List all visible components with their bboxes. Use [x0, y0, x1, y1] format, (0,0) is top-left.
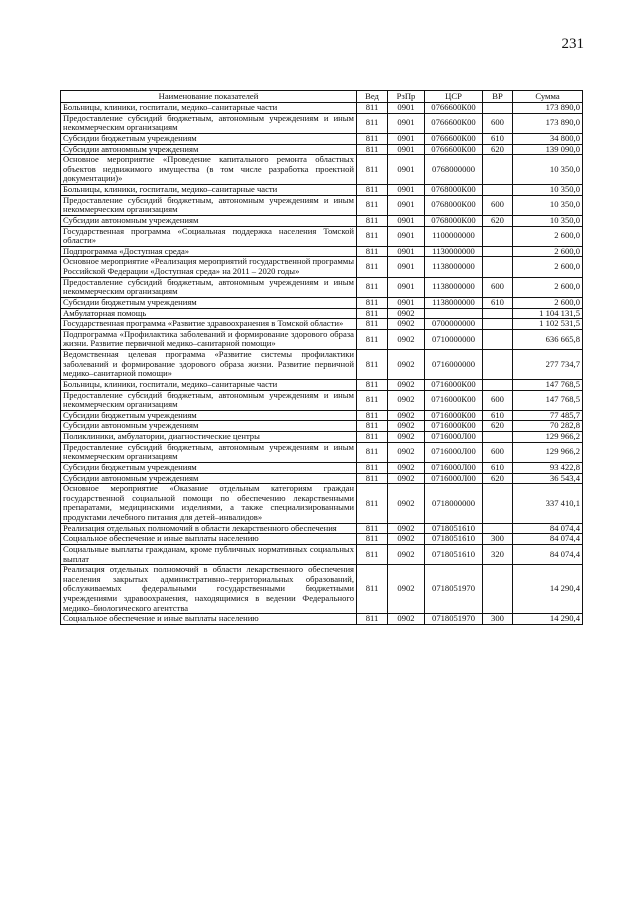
cell-sum: 93 422,8 — [513, 462, 583, 473]
cell-name: Социальное обеспечение и иные выплаты населению — [61, 534, 357, 545]
cell-vr: 300 — [483, 534, 513, 545]
cell-ved: 811 — [357, 226, 388, 246]
cell-rzpr: 0902 — [388, 319, 425, 330]
cell-name: Подпрограмма «Профилактика заболеваний и формирование здорового образа жизни. Развитие первичной медико–санитарной помощи» — [61, 329, 357, 349]
cell-sum: 139 090,0 — [513, 144, 583, 155]
cell-vr: 600 — [483, 113, 513, 133]
table-row — [61, 257, 583, 277]
table-row — [61, 614, 583, 625]
cell-name: Поликлиники, амбулатории, диагностические центры — [61, 432, 357, 443]
cell-ved: 811 — [357, 329, 388, 349]
cell-ved: 811 — [357, 421, 388, 432]
cell-csr: 0766600К00 — [425, 133, 483, 144]
table-row — [61, 544, 583, 564]
cell-name: Больницы, клиники, госпитали, медико–санитарные части — [61, 103, 357, 114]
cell-rzpr: 0902 — [388, 308, 425, 319]
table-row — [61, 442, 583, 462]
cell-ved: 811 — [357, 565, 388, 614]
cell-rzpr: 0901 — [388, 155, 425, 185]
cell-vr: 620 — [483, 144, 513, 155]
table-row — [61, 432, 583, 443]
cell-csr: 0718051610 — [425, 534, 483, 545]
cell-ved: 811 — [357, 257, 388, 277]
cell-rzpr: 0902 — [388, 462, 425, 473]
cell-rzpr: 0902 — [388, 329, 425, 349]
table-row — [61, 390, 583, 410]
cell-rzpr: 0902 — [388, 442, 425, 462]
cell-sum: 129 966,2 — [513, 432, 583, 443]
cell-sum: 14 290,4 — [513, 565, 583, 614]
table-header — [61, 91, 583, 103]
cell-vr: 610 — [483, 462, 513, 473]
cell-vr — [483, 246, 513, 257]
cell-rzpr: 0902 — [388, 534, 425, 545]
cell-vr — [483, 257, 513, 277]
header-vr: ВР — [483, 91, 513, 103]
cell-rzpr: 0902 — [388, 565, 425, 614]
cell-rzpr: 0902 — [388, 523, 425, 534]
cell-csr: 0716000Л00 — [425, 442, 483, 462]
cell-vr — [483, 432, 513, 443]
cell-name: Больницы, клиники, госпитали, медико–санитарные части — [61, 185, 357, 196]
cell-vr: 610 — [483, 133, 513, 144]
table-row — [61, 462, 583, 473]
cell-ved: 811 — [357, 484, 388, 524]
cell-vr — [483, 226, 513, 246]
cell-csr: 0768000К00 — [425, 185, 483, 196]
cell-name: Предоставление субсидий бюджетным, автономным учреждениям и иным некоммерческим организациям — [61, 113, 357, 133]
cell-vr — [483, 103, 513, 114]
cell-csr: 0716000К00 — [425, 421, 483, 432]
cell-sum: 84 074,4 — [513, 523, 583, 534]
cell-vr — [483, 379, 513, 390]
cell-rzpr: 0901 — [388, 185, 425, 196]
cell-vr: 600 — [483, 442, 513, 462]
cell-rzpr: 0902 — [388, 614, 425, 625]
cell-vr — [483, 484, 513, 524]
cell-vr: 620 — [483, 473, 513, 484]
cell-ved: 811 — [357, 534, 388, 545]
cell-sum: 173 890,0 — [513, 103, 583, 114]
cell-rzpr: 0902 — [388, 473, 425, 484]
cell-csr: 1130000000 — [425, 246, 483, 257]
cell-name: Субсидии автономным учреждениям — [61, 215, 357, 226]
cell-ved: 811 — [357, 144, 388, 155]
cell-vr — [483, 308, 513, 319]
cell-sum: 2 600,0 — [513, 226, 583, 246]
cell-csr: 0700000000 — [425, 319, 483, 330]
cell-name: Субсидии автономным учреждениям — [61, 144, 357, 155]
cell-name: Субсидии бюджетным учреждениям — [61, 297, 357, 308]
cell-ved: 811 — [357, 410, 388, 421]
table-row — [61, 308, 583, 319]
cell-ved: 811 — [357, 473, 388, 484]
header-name: Наименование показателей — [61, 91, 357, 103]
cell-name: Субсидии автономным учреждениям — [61, 421, 357, 432]
cell-sum: 129 966,2 — [513, 442, 583, 462]
cell-sum: 70 282,8 — [513, 421, 583, 432]
cell-name: Реализация отдельных полномочий в области лекарственного обеспечения населения закрытых административно–территориальных образований, обслуживаемых федеральными государственными бюджетными учреждениями здравоохранения, находящимися в ведении Федерального медико–биологического агентства — [61, 565, 357, 614]
cell-ved: 811 — [357, 277, 388, 297]
cell-sum: 10 350,0 — [513, 215, 583, 226]
cell-csr: 0716000К00 — [425, 379, 483, 390]
header-row — [61, 91, 583, 103]
cell-name: Реализация отдельных полномочий в области лекарственного обеспечения — [61, 523, 357, 534]
cell-ved: 811 — [357, 103, 388, 114]
cell-csr: 0718051970 — [425, 614, 483, 625]
cell-rzpr: 0901 — [388, 113, 425, 133]
cell-sum: 10 350,0 — [513, 195, 583, 215]
cell-csr: 0716000К00 — [425, 390, 483, 410]
cell-vr: 600 — [483, 277, 513, 297]
cell-name: Государственная программа «Развитие здравоохранения в Томской области» — [61, 319, 357, 330]
cell-csr: 0766600К00 — [425, 113, 483, 133]
cell-sum: 147 768,5 — [513, 390, 583, 410]
table-row — [61, 523, 583, 534]
cell-ved: 811 — [357, 390, 388, 410]
cell-vr — [483, 319, 513, 330]
cell-ved: 811 — [357, 350, 388, 380]
cell-rzpr: 0901 — [388, 246, 425, 257]
cell-name: Предоставление субсидий бюджетным, автономным учреждениям и иным некоммерческим организациям — [61, 442, 357, 462]
table-row — [61, 113, 583, 133]
cell-rzpr: 0901 — [388, 297, 425, 308]
cell-vr: 300 — [483, 614, 513, 625]
cell-rzpr: 0902 — [388, 379, 425, 390]
table-row — [61, 473, 583, 484]
cell-name: Больницы, клиники, госпитали, медико–санитарные части — [61, 379, 357, 390]
cell-sum: 36 543,4 — [513, 473, 583, 484]
cell-csr — [425, 308, 483, 319]
cell-vr — [483, 565, 513, 614]
cell-name: Основное мероприятие «Проведение капитального ремонта областных объектов недвижимого имущества (в том числе разработка проектной документации)» — [61, 155, 357, 185]
cell-vr — [483, 329, 513, 349]
table-row — [61, 534, 583, 545]
cell-sum: 2 600,0 — [513, 257, 583, 277]
cell-sum: 147 768,5 — [513, 379, 583, 390]
cell-sum: 2 600,0 — [513, 297, 583, 308]
table-row — [61, 350, 583, 380]
cell-vr: 610 — [483, 297, 513, 308]
cell-rzpr: 0902 — [388, 421, 425, 432]
cell-vr — [483, 523, 513, 534]
cell-csr: 0766600К00 — [425, 144, 483, 155]
cell-sum: 84 074,4 — [513, 544, 583, 564]
cell-sum: 636 665,8 — [513, 329, 583, 349]
table-row — [61, 421, 583, 432]
cell-rzpr: 0901 — [388, 215, 425, 226]
header-sum: Сумма — [513, 91, 583, 103]
table-row — [61, 379, 583, 390]
table-row — [61, 215, 583, 226]
cell-name: Амбулаторная помощь — [61, 308, 357, 319]
table-row — [61, 565, 583, 614]
cell-rzpr: 0901 — [388, 277, 425, 297]
cell-ved: 811 — [357, 297, 388, 308]
table-row — [61, 319, 583, 330]
cell-sum: 173 890,0 — [513, 113, 583, 133]
cell-sum: 2 600,0 — [513, 277, 583, 297]
cell-csr: 0716000Л00 — [425, 462, 483, 473]
cell-vr — [483, 185, 513, 196]
table-row — [61, 329, 583, 349]
cell-name: Субсидии автономным учреждениям — [61, 473, 357, 484]
cell-sum: 34 800,0 — [513, 133, 583, 144]
cell-rzpr: 0902 — [388, 432, 425, 443]
cell-rzpr: 0902 — [388, 410, 425, 421]
cell-name: Предоставление субсидий бюджетным, автономным учреждениям и иным некоммерческим организациям — [61, 390, 357, 410]
cell-ved: 811 — [357, 155, 388, 185]
cell-rzpr: 0901 — [388, 103, 425, 114]
cell-csr: 0768000000 — [425, 155, 483, 185]
table-row — [61, 195, 583, 215]
cell-ved: 811 — [357, 614, 388, 625]
cell-ved: 811 — [357, 185, 388, 196]
cell-csr: 0718051610 — [425, 544, 483, 564]
cell-ved: 811 — [357, 246, 388, 257]
cell-rzpr: 0901 — [388, 226, 425, 246]
cell-csr: 0710000000 — [425, 329, 483, 349]
cell-csr: 0716000Л00 — [425, 432, 483, 443]
cell-sum: 2 600,0 — [513, 246, 583, 257]
cell-name: Основное мероприятие «Реализация мероприятий государственной программы Российской Федерации «Доступная среда» на 2011 – 2020 годы» — [61, 257, 357, 277]
cell-sum: 10 350,0 — [513, 155, 583, 185]
cell-ved: 811 — [357, 319, 388, 330]
cell-vr: 320 — [483, 544, 513, 564]
cell-rzpr: 0901 — [388, 144, 425, 155]
cell-name: Субсидии бюджетным учреждениям — [61, 133, 357, 144]
cell-sum: 84 074,4 — [513, 534, 583, 545]
cell-csr: 0766600К00 — [425, 103, 483, 114]
cell-sum: 277 734,7 — [513, 350, 583, 380]
table-row — [61, 144, 583, 155]
cell-name: Основное мероприятие «Оказание отдельным категориям граждан государственной социальной помощи по обеспечению лекарственными препаратами, медицинскими изделиями, а также специализированными продуктами лечебного питания для детей–инвалидов» — [61, 484, 357, 524]
cell-name: Подпрограмма «Доступная среда» — [61, 246, 357, 257]
table-row — [61, 246, 583, 257]
table-row — [61, 226, 583, 246]
cell-csr: 1138000000 — [425, 277, 483, 297]
table-row — [61, 133, 583, 144]
table-row — [61, 155, 583, 185]
cell-ved: 811 — [357, 113, 388, 133]
cell-sum: 1 104 131,5 — [513, 308, 583, 319]
cell-csr: 1138000000 — [425, 257, 483, 277]
cell-ved: 811 — [357, 442, 388, 462]
cell-name: Государственная программа «Социальная поддержка населения Томской области» — [61, 226, 357, 246]
cell-csr: 0716000Л00 — [425, 473, 483, 484]
cell-vr: 610 — [483, 410, 513, 421]
cell-ved: 811 — [357, 308, 388, 319]
cell-ved: 811 — [357, 544, 388, 564]
page-number: 231 — [561, 36, 584, 52]
cell-ved: 811 — [357, 215, 388, 226]
cell-name: Ведомственная целевая программа «Развитие системы профилактики заболеваний и формирование здорового образа жизни. Развитие первичной медико–санитарной помощи» — [61, 350, 357, 380]
table-row — [61, 297, 583, 308]
cell-csr: 0768000К00 — [425, 215, 483, 226]
cell-vr: 600 — [483, 390, 513, 410]
cell-csr: 0716000000 — [425, 350, 483, 380]
cell-rzpr: 0902 — [388, 544, 425, 564]
header-ved: Вед — [357, 91, 388, 103]
cell-vr: 620 — [483, 421, 513, 432]
header-rzpr: РзПр — [388, 91, 425, 103]
table-row — [61, 185, 583, 196]
cell-ved: 811 — [357, 523, 388, 534]
cell-ved: 811 — [357, 195, 388, 215]
cell-rzpr: 0901 — [388, 257, 425, 277]
cell-name: Социальные выплаты гражданам, кроме публичных нормативных социальных выплат — [61, 544, 357, 564]
cell-name: Субсидии бюджетным учреждениям — [61, 410, 357, 421]
cell-sum: 1 102 531,5 — [513, 319, 583, 330]
cell-sum: 10 350,0 — [513, 185, 583, 196]
cell-ved: 811 — [357, 133, 388, 144]
cell-rzpr: 0901 — [388, 195, 425, 215]
cell-rzpr: 0902 — [388, 390, 425, 410]
cell-csr: 0718000000 — [425, 484, 483, 524]
table-body — [61, 103, 583, 625]
cell-vr — [483, 350, 513, 380]
cell-name: Субсидии бюджетным учреждениям — [61, 462, 357, 473]
cell-vr: 620 — [483, 215, 513, 226]
header-csr: ЦСР — [425, 91, 483, 103]
table-row — [61, 277, 583, 297]
cell-sum: 77 485,7 — [513, 410, 583, 421]
cell-csr: 0718051970 — [425, 565, 483, 614]
cell-csr: 0718051610 — [425, 523, 483, 534]
cell-rzpr: 0902 — [388, 350, 425, 380]
cell-csr: 1138000000 — [425, 297, 483, 308]
cell-vr — [483, 155, 513, 185]
table-row — [61, 410, 583, 421]
cell-csr: 0716000К00 — [425, 410, 483, 421]
table-row — [61, 103, 583, 114]
cell-name: Предоставление субсидий бюджетным, автономным учреждениям и иным некоммерческим организациям — [61, 277, 357, 297]
cell-vr: 600 — [483, 195, 513, 215]
cell-ved: 811 — [357, 379, 388, 390]
cell-sum: 14 290,4 — [513, 614, 583, 625]
cell-ved: 811 — [357, 432, 388, 443]
table-row — [61, 484, 583, 524]
cell-csr: 1100000000 — [425, 226, 483, 246]
cell-rzpr: 0901 — [388, 133, 425, 144]
cell-csr: 0768000К00 — [425, 195, 483, 215]
cell-name: Социальное обеспечение и иные выплаты населению — [61, 614, 357, 625]
budget-table — [60, 90, 583, 625]
cell-sum: 337 410,1 — [513, 484, 583, 524]
cell-ved: 811 — [357, 462, 388, 473]
cell-name: Предоставление субсидий бюджетным, автономным учреждениям и иным некоммерческим организациям — [61, 195, 357, 215]
cell-rzpr: 0902 — [388, 484, 425, 524]
